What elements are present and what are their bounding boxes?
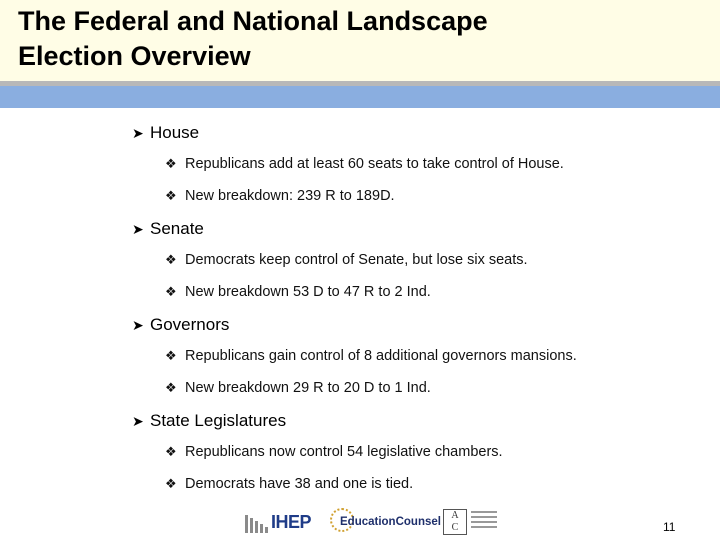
ihep-bars-icon [245,515,269,533]
bullet-item [165,187,395,205]
arrow-bullet-icon: ➤ [132,125,144,141]
educationcounsel-logo-text: EducationCounsel [340,516,441,528]
ihep-logo-text: IHEP [271,512,312,532]
aacu-wordmark-lines [471,511,497,531]
diamond-bullet-icon: ❖ [165,476,177,491]
slide-title-line-1: The Federal and National Landscape [18,6,488,36]
section-heading-house [132,123,199,143]
arrow-bullet-icon: ➤ [132,317,144,333]
bullet-item [165,283,431,301]
bullet-text: Republicans gain control of 8 additional governors mansions. [185,348,577,364]
diamond-bullet-icon: ❖ [165,284,177,299]
aacu-mark-icon: A C [443,509,467,535]
section-heading-governors [132,315,229,335]
bullet-item [165,475,413,493]
bullet-text: Democrats have 38 and one is tied. [185,476,414,492]
slide-title-line-2: Election Overview [18,41,251,71]
bullet-text: Republicans add at least 60 seats to take control of House. [185,156,564,172]
bullet-text: New breakdown 29 R to 20 D to 1 Ind. [185,380,431,396]
diamond-bullet-icon: ❖ [165,188,177,203]
arrow-bullet-icon: ➤ [132,413,144,429]
arrow-bullet-icon: ➤ [132,221,144,237]
bullet-text: Democrats keep control of Senate, but lose six seats. [185,252,528,268]
bullet-item [165,251,528,269]
bullet-text: New breakdown 53 D to 47 R to 2 Ind. [185,284,431,300]
bullet-text: New breakdown: 239 R to 189D. [185,188,395,204]
bullet-item [165,443,503,461]
diamond-bullet-icon: ❖ [165,252,177,267]
section-heading-label: Governors [150,315,230,334]
section-heading-label: State Legislatures [150,411,287,430]
bullet-item [165,379,431,397]
section-heading-senate [132,219,204,239]
diamond-bullet-icon: ❖ [165,156,177,171]
page-number: 11 [663,520,676,534]
aacu-logo [443,509,499,537]
diamond-bullet-icon: ❖ [165,444,177,459]
diamond-bullet-icon: ❖ [165,348,177,363]
section-heading-label: Senate [150,219,204,238]
bullet-item [165,155,564,173]
diamond-bullet-icon: ❖ [165,380,177,395]
section-heading-label: House [150,123,200,142]
educationcounsel-logo [330,508,441,538]
ihep-logo [245,512,321,536]
bullet-item [165,347,577,365]
section-heading-state-legislatures [132,411,286,431]
bullet-text: Republicans now control 54 legislative chambers. [185,444,503,460]
